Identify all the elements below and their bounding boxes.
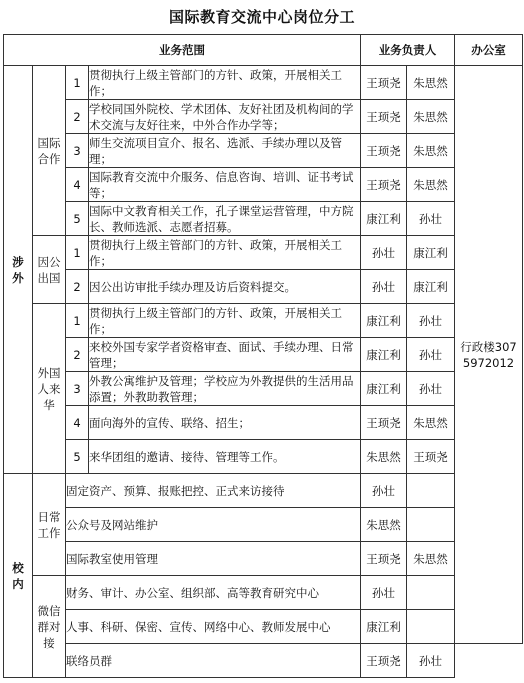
row-number: 5	[66, 202, 89, 236]
primary-person: 康江利	[361, 338, 407, 372]
secondary-person: 孙壮	[407, 202, 455, 236]
header-row	[4, 35, 523, 66]
primary-person: 王顼尧	[361, 644, 407, 678]
table-row	[4, 440, 523, 474]
secondary-person: 朱思然	[407, 168, 455, 202]
primary-person: 王顼尧	[361, 406, 407, 440]
row-number: 1	[66, 236, 89, 270]
primary-person: 朱思然	[361, 508, 407, 542]
group-label-foreigners: 外国人来华	[33, 304, 66, 474]
row-number: 2	[66, 338, 89, 372]
primary-person: 康江利	[361, 202, 407, 236]
secondary-person: 孙壮	[407, 372, 455, 406]
primary-person: 康江利	[361, 610, 407, 644]
secondary-person: 朱思然	[407, 406, 455, 440]
table-row	[4, 338, 523, 372]
duty-text: 贯彻执行上级主管部门的方针、政策，开展相关工作；	[89, 66, 361, 100]
group-label-official: 因公出国	[33, 236, 66, 304]
secondary-person	[407, 474, 455, 508]
primary-person: 康江利	[361, 372, 407, 406]
primary-person: 朱思然	[361, 440, 407, 474]
table-row	[4, 644, 523, 678]
duty-text: 国际中文教育相关工作，孔子课堂运营管理，中方院长、教师选派、志愿者招募。	[89, 202, 361, 236]
row-number: 5	[66, 440, 89, 474]
row-number: 3	[66, 134, 89, 168]
primary-person: 王顼尧	[361, 134, 407, 168]
secondary-person: 朱思然	[407, 100, 455, 134]
secondary-person: 朱思然	[407, 542, 455, 576]
table-row	[4, 202, 523, 236]
table-row	[4, 134, 523, 168]
row-number: 1	[66, 304, 89, 338]
duty-table	[3, 34, 523, 678]
table-row	[4, 610, 523, 644]
table-row	[4, 270, 523, 304]
row-number: 4	[66, 406, 89, 440]
duty-text: 固定资产、预算、报账把控、正式来访接待	[66, 474, 361, 508]
header-responsible: 业务负责人	[361, 35, 455, 66]
secondary-person: 朱思然	[407, 66, 455, 100]
section-label-foreign: 涉外	[4, 66, 33, 474]
office-cell	[455, 66, 523, 644]
secondary-person: 孙壮	[407, 338, 455, 372]
duty-text: 师生交流项目宣介、报名、选派、手续办理以及管理；	[89, 134, 361, 168]
secondary-person: 孙壮	[407, 304, 455, 338]
duty-text: 国际教室使用管理	[66, 542, 361, 576]
secondary-person	[407, 576, 455, 610]
table-row	[4, 100, 523, 134]
secondary-person: 朱思然	[407, 134, 455, 168]
secondary-person	[407, 610, 455, 644]
row-number: 1	[66, 66, 89, 100]
duty-text: 公众号及网站维护	[66, 508, 361, 542]
duty-text: 财务、审计、办公室、组织部、高等教育研究中心	[66, 576, 361, 610]
primary-person: 孙壮	[361, 474, 407, 508]
table-row	[4, 542, 523, 576]
duty-text: 外教公寓维护及管理；学校应为外教提供的生活用品添置；外教助教管理；	[89, 372, 361, 406]
secondary-person	[407, 508, 455, 542]
duty-text: 人事、科研、保密、宣传、网络中心、教师发展中心	[66, 610, 361, 644]
duty-text: 贯彻执行上级主管部门的方针、政策，开展相关工作；	[89, 236, 361, 270]
primary-person: 王顼尧	[361, 66, 407, 100]
duty-text: 学校同国外院校、学术团体、友好社团及机构间的学术交流与友好往来，中外合作办学等；	[89, 100, 361, 134]
primary-person: 孙壮	[361, 236, 407, 270]
row-number: 2	[66, 100, 89, 134]
office-room: 行政楼307	[460, 339, 517, 354]
duty-text: 来华团组的邀请、接待、管理等工作。	[89, 440, 361, 474]
table-row	[4, 508, 523, 542]
row-number: 3	[66, 372, 89, 406]
row-number: 2	[66, 270, 89, 304]
header-scope: 业务范围	[4, 35, 361, 66]
primary-person: 孙壮	[361, 270, 407, 304]
primary-person: 康江利	[361, 304, 407, 338]
primary-person: 王顼尧	[361, 542, 407, 576]
duty-text: 贯彻执行上级主管部门的方针、政策，开展相关工作；	[89, 304, 361, 338]
table-row	[4, 576, 523, 610]
section-label-campus: 校内	[4, 474, 33, 678]
table-row	[4, 66, 523, 100]
secondary-person: 康江利	[407, 270, 455, 304]
duty-text: 联络员群	[66, 644, 361, 678]
table-row	[4, 304, 523, 338]
duty-text: 来校外国专家学者资格审查、面试、手续办理、日常管理；	[89, 338, 361, 372]
table-row	[4, 168, 523, 202]
page-title: 国际教育交流中心岗位分工	[168, 8, 355, 26]
duty-text: 国际教育交流中介服务、信息咨询、培训、证书考试等；	[89, 168, 361, 202]
office-phone: 5972012	[462, 355, 515, 370]
duty-text: 面向海外的宣传、联络、招生；	[89, 406, 361, 440]
secondary-person: 王顼尧	[407, 440, 455, 474]
table-row	[4, 236, 523, 270]
primary-person: 王顼尧	[361, 100, 407, 134]
row-number: 4	[66, 168, 89, 202]
group-label-intl: 国际合作	[33, 66, 66, 236]
secondary-person: 孙壮	[407, 644, 455, 678]
primary-person: 王顼尧	[361, 168, 407, 202]
group-label-wechat: 微信群对接	[33, 576, 66, 678]
secondary-person: 康江利	[407, 236, 455, 270]
table-row	[4, 474, 523, 508]
duty-text: 因公出访审批手续办理及访后资料提交。	[89, 270, 361, 304]
header-office: 办公室	[455, 35, 523, 66]
table-row	[4, 372, 523, 406]
group-label-daily: 日常工作	[33, 474, 66, 576]
table-row	[4, 406, 523, 440]
primary-person: 孙壮	[361, 576, 407, 610]
